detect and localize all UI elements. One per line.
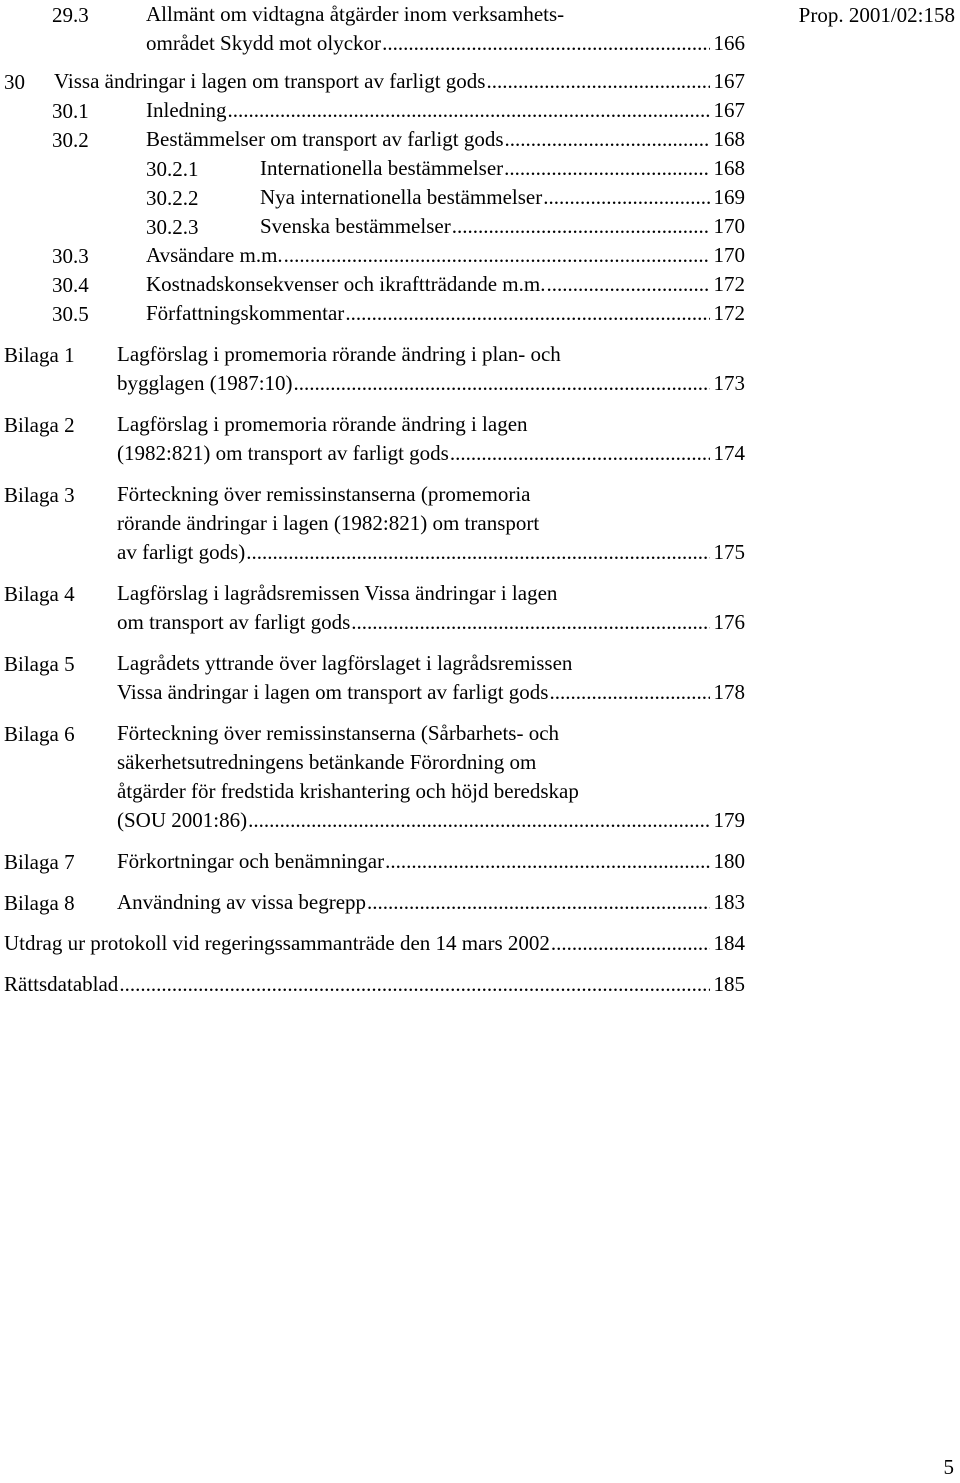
dot-leader [385,847,709,876]
toc-entry-title-line: Lagförslag i promemoria rörande ändring i lagen [117,412,528,436]
toc-entry-title-line: säkerhetsutredningens betänkande Förordning om [117,750,537,774]
toc-entry-title: om transport av farligt gods [117,610,351,634]
toc-entry-title: (1982:821) om transport av farligt gods [117,441,449,465]
toc-entry-page: 166 [713,31,745,55]
toc-entry-page: 173 [713,371,745,395]
toc-entry-number: Bilaga 6 [4,722,75,746]
dot-leader [227,96,709,125]
toc-entry-number: Bilaga 8 [4,891,75,915]
toc-entry-title: Vissa ändringar i lagen om transport av farligt gods [117,680,549,704]
toc-entry-number: 30.1 [52,99,89,123]
toc-entry-number: 29.3 [52,3,89,27]
dot-leader [345,299,709,328]
toc-entry-title-line: Lagförslag i lagrådsremissen Vissa ändringar i lagen [117,581,558,605]
toc-entry-title: Avsändare m.m. [146,243,283,267]
toc-entry-number: Bilaga 3 [4,483,75,507]
toc-entry-number: 30.4 [52,273,89,297]
dot-leader [284,241,710,270]
toc-entry-page: 169 [713,185,745,209]
toc-entry-number: Bilaga 4 [4,582,75,606]
toc-entry-page: 180 [713,849,745,873]
toc-entry-number: 30.2 [52,128,89,152]
dot-leader [248,806,709,835]
toc-entry-number: 30.2.2 [146,186,199,210]
toc-entry-page: 167 [713,98,745,122]
page-number: 5 [943,1455,954,1479]
toc-entry-number: Bilaga 7 [4,850,75,874]
toc-entry-title: (SOU 2001:86) [117,808,248,832]
toc-entry-page: 176 [713,610,745,634]
toc-entry-title: området Skydd mot olyckor [146,31,382,55]
toc-entry-title: Förkortningar och benämningar [117,849,385,873]
dot-leader [549,678,709,707]
toc-entry-page: 183 [713,890,745,914]
toc-entry-page: 170 [713,243,745,267]
toc-entry-title: Användning av vissa begrepp [117,890,367,914]
toc-entry-page: 167 [713,69,745,93]
toc-entry-title-line: Allmänt om vidtagna åtgärder inom verksamhets- [146,2,565,26]
toc-entry-title-line: Förteckning över remissinstanserna (promemoria [117,482,531,506]
toc-entry-title: bygglagen (1987:10) [117,371,293,395]
toc-entry-title-line: Lagrådets yttrande över lagförslaget i lagrådsremissen [117,651,573,675]
toc-entry-page: 172 [713,301,745,325]
toc-entry-title: Vissa ändringar i lagen om transport av farligt gods [54,69,486,93]
toc-entry-page: 168 [713,127,745,151]
toc-entry-title: Inledning [146,98,227,122]
toc-entry-number: Bilaga 5 [4,652,75,676]
dot-leader [486,67,709,96]
dot-leader [450,439,710,468]
toc-entry-number: 30 [4,70,25,94]
toc-entry-title: Bestämmelser om transport av farligt gods [146,127,504,151]
toc-entry-title: Utdrag ur protokoll vid regeringssammanträde den 14 mars 2002 [4,931,550,955]
dot-leader [546,270,709,299]
toc-entry-page: 178 [713,680,745,704]
dot-leader [504,154,709,183]
dot-leader [382,29,709,58]
dot-leader [367,888,709,917]
toc-entry-title: Kostnadskonsekvenser och ikraftträdande m.m. [146,272,546,296]
toc-entry-number: 30.2.3 [146,215,199,239]
dot-leader [505,125,710,154]
toc-entry-title: Rättsdatablad [4,972,119,996]
dot-leader [452,212,710,241]
dot-leader [246,538,709,567]
toc-entry-page: 184 [713,931,745,955]
toc-entry-page: 170 [713,214,745,238]
toc-entry-page: 185 [713,972,745,996]
toc-entry-page: 168 [713,156,745,180]
toc-entry-number: 30.2.1 [146,157,199,181]
toc-entry-title-line: Förteckning över remissinstanserna (Sårbarhets- och [117,721,560,745]
toc-entry-number: Bilaga 1 [4,343,75,367]
document-reference: Prop. 2001/02:158 [798,3,955,27]
toc-entry-title: Nya internationella bestämmelser [260,185,543,209]
toc-entry-title: Svenska bestämmelser [260,214,451,238]
dot-leader [551,929,710,958]
toc-entry-title-line: Lagförslag i promemoria rörande ändring i plan- och [117,342,561,366]
dot-leader [294,369,710,398]
toc-entry-number: 30.3 [52,244,89,268]
toc-entry-title-line: rörande ändringar i lagen (1982:821) om transport [117,511,540,535]
dot-leader [543,183,709,212]
toc-entry-number: Bilaga 2 [4,413,75,437]
toc-entry-number: 30.5 [52,302,89,326]
dot-leader [119,970,709,999]
toc-entry-title: av farligt gods) [117,540,246,564]
toc-entry-page: 175 [713,540,745,564]
toc-entry-title: Internationella bestämmelser [260,156,504,180]
toc-entry-page: 179 [713,808,745,832]
toc-entry-title-line: åtgärder för fredstida krishantering och höjd beredskap [117,779,579,803]
toc-entry-page: 172 [713,272,745,296]
toc-entry-page: 174 [713,441,745,465]
toc-entry-title: Författningskommentar [146,301,345,325]
dot-leader [351,608,709,637]
